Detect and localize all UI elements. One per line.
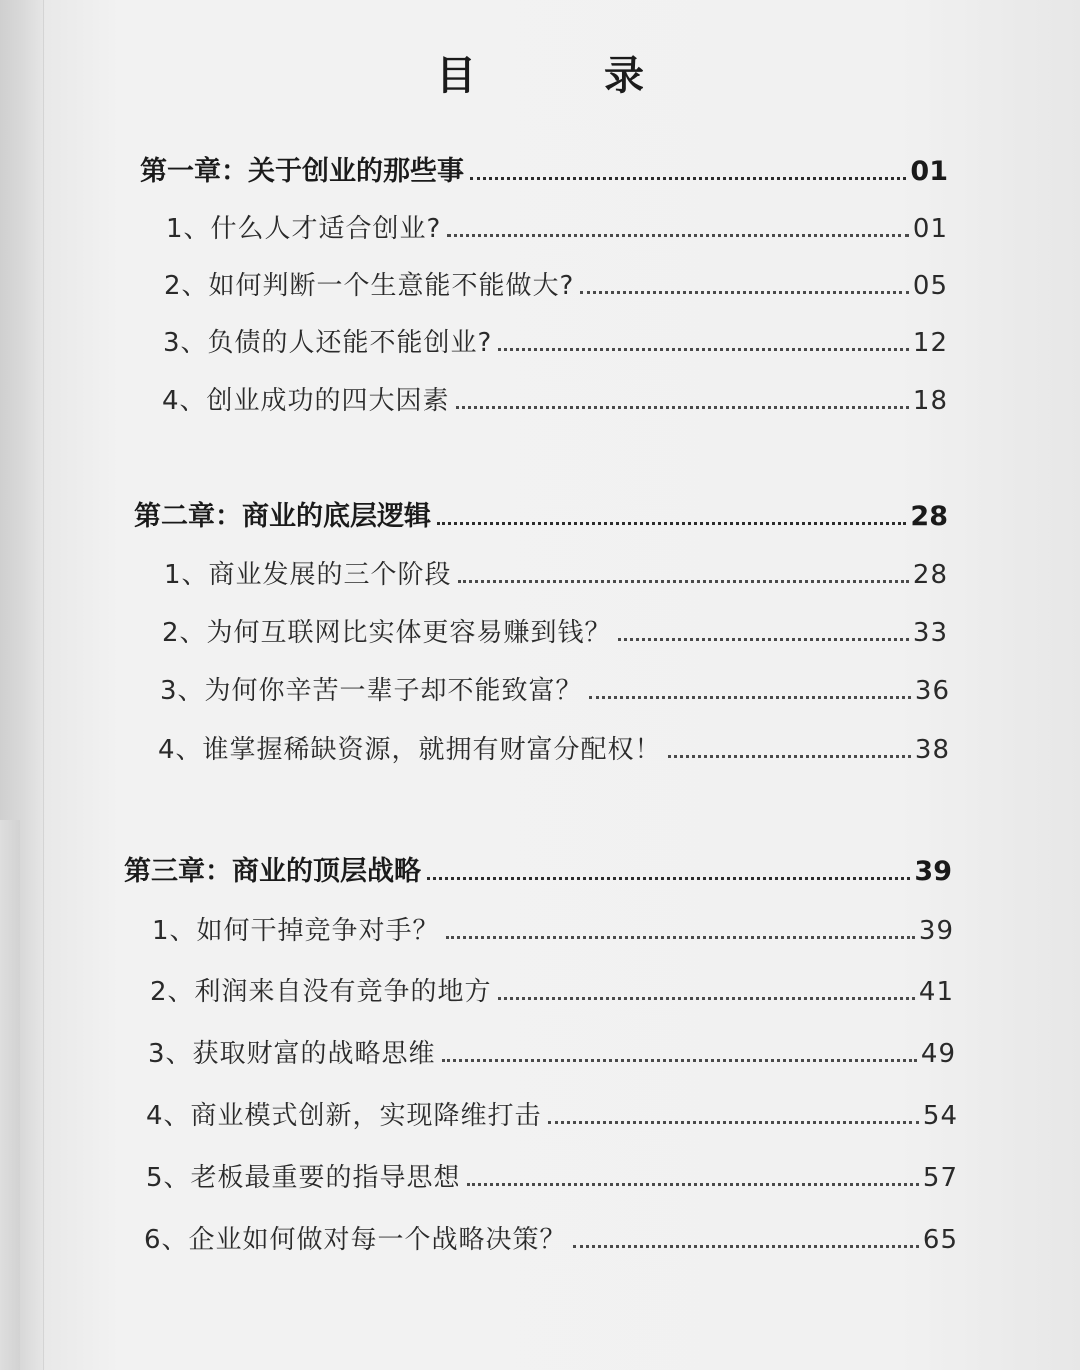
dot-leader (580, 291, 909, 294)
section-entry (166, 216, 948, 242)
page-title: 目 录 (436, 53, 688, 99)
section-page-number: 49 (920, 1039, 956, 1069)
section-title: 3、获取财富的战略思维 (148, 1039, 436, 1069)
chapter-title: 第三章：商业的顶层战略 (124, 856, 421, 887)
dot-leader (446, 936, 915, 939)
section-title: 3、负债的人还能不能创业? (163, 328, 493, 358)
section-entry (148, 1041, 956, 1067)
dot-leader (456, 406, 909, 409)
dot-leader (447, 234, 909, 237)
dot-leader (573, 1245, 919, 1248)
section-title: 2、如何判断一个生意能不能做大? (164, 271, 575, 301)
section-page-number: 28 (912, 560, 948, 590)
dot-leader (589, 696, 911, 699)
dot-leader (442, 1059, 917, 1062)
section-title: 1、什么人才适合创业? (166, 214, 442, 244)
chapter-title: 第二章：商业的底层逻辑 (134, 501, 431, 532)
section-page-number: 33 (912, 618, 948, 648)
section-title: 5、老板最重要的指导思想 (146, 1163, 461, 1193)
section-title: 4、谁掌握稀缺资源，就拥有财富分配权！ (158, 735, 662, 765)
dot-leader (668, 755, 911, 758)
section-page-number: 12 (912, 328, 948, 358)
section-page-number: 39 (918, 916, 954, 946)
section-entry (164, 562, 948, 588)
section-entry (160, 678, 950, 704)
section-entry (163, 330, 948, 356)
dot-leader (458, 580, 909, 583)
section-page-number: 38 (914, 735, 950, 765)
section-title: 1、如何干掉竞争对手？ (152, 916, 440, 946)
dot-leader (618, 638, 909, 641)
dot-leader (498, 997, 915, 1000)
dot-leader (470, 177, 906, 180)
section-page-number: 01 (912, 214, 948, 244)
section-title: 2、利润来自没有竞争的地方 (150, 977, 492, 1007)
chapter-page-number: 39 (914, 856, 952, 887)
chapter-entry (124, 858, 952, 885)
section-page-number: 05 (912, 271, 948, 301)
section-title: 6、企业如何做对每一个战略决策？ (144, 1225, 567, 1255)
section-page-number: 41 (918, 977, 954, 1007)
dot-leader (498, 348, 909, 351)
section-entry (144, 1227, 958, 1253)
section-title: 4、商业模式创新，实现降维打击 (146, 1101, 542, 1131)
section-page-number: 36 (914, 676, 950, 706)
section-entry (146, 1165, 958, 1191)
section-title: 3、为何你辛苦一辈子却不能致富？ (160, 676, 583, 706)
chapter-title: 第一章：关于创业的那些事 (140, 156, 464, 187)
chapter-page-number: 28 (910, 501, 948, 532)
section-entry (152, 918, 954, 944)
section-page-number: 18 (912, 386, 948, 416)
section-entry (158, 737, 950, 763)
section-title: 2、为何互联网比实体更容易赚到钱？ (162, 618, 612, 648)
section-page-number: 57 (922, 1163, 958, 1193)
dot-leader (467, 1183, 919, 1186)
dot-leader (427, 877, 910, 880)
section-title: 1、商业发展的三个阶段 (164, 560, 452, 590)
section-entry (162, 620, 948, 646)
section-entry (162, 388, 948, 414)
section-entry (146, 1103, 958, 1129)
chapter-entry (134, 503, 948, 530)
section-page-number: 54 (922, 1101, 958, 1131)
section-entry (150, 979, 954, 1005)
section-entry (164, 273, 948, 299)
dot-leader (437, 522, 906, 525)
chapter-page-number: 01 (910, 156, 948, 187)
dot-leader (548, 1121, 919, 1124)
section-title: 4、创业成功的四大因素 (162, 386, 450, 416)
section-page-number: 65 (922, 1225, 958, 1255)
chapter-entry (140, 158, 948, 185)
